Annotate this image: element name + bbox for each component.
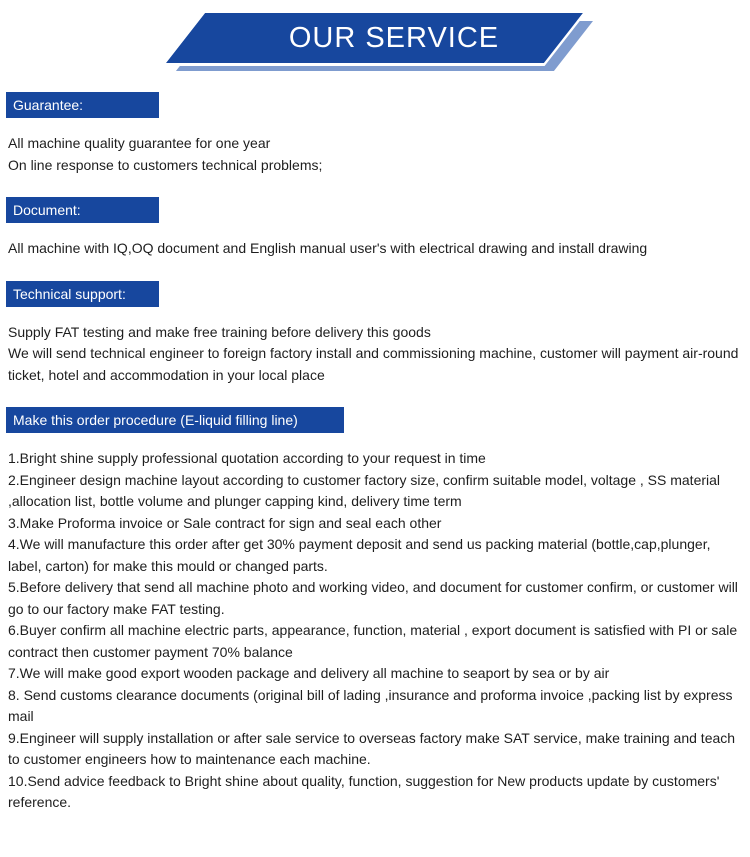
section-body-document <box>8 238 742 260</box>
order-procedure-steps <box>8 448 742 814</box>
page-title: OUR SERVICE <box>288 21 500 54</box>
step-item: 4.We will manufacture this order after get 30% payment deposit and send us packing material (bottle,cap,plunger, label, carton) for make this mould or changed parts. <box>8 536 711 574</box>
section-header-guarantee: Guarantee: <box>6 92 159 118</box>
step-item: 5.Before delivery that send all machine photo and working video, and document for customer confirm, or customer will go to our factory make FAT testing. <box>8 579 738 617</box>
step-item: 3.Make Proforma invoice or Sale contract for sign and seal each other <box>8 514 442 531</box>
section-header-document: Document: <box>6 197 159 223</box>
step-item: 2.Engineer design machine layout according to customer factory size, confirm suitable model, voltage , SS material ,allocation list, bottle volume and plunger capping kind, delivery time term <box>8 471 721 509</box>
body-line: On line response to customers technical problems; <box>8 156 323 173</box>
section-header-order-procedure: Make this order procedure (E-liquid filling line) <box>6 407 344 433</box>
step-item: 9.Engineer will supply installation or after sale service to overseas factory make SAT service, make training and teach to customer engineers how to maintenance each machine. <box>8 729 736 767</box>
body-line: All machine with IQ,OQ document and English manual user's with electrical drawing and install drawing <box>8 240 648 256</box>
step-item: 7.We will make good export wooden package and delivery all machine to seaport by sea or by air <box>8 665 610 681</box>
body-line: Supply FAT testing and make free training before delivery this goods <box>8 323 431 340</box>
step-item: 8. Send customs clearance documents (original bill of lading ,insurance and proforma invoice ,packing list by express mail <box>8 686 733 724</box>
step-item: 6.Buyer confirm all machine electric parts, appearance, function, material , export document is satisfied with PI or sale contract then customer payment 70% balance <box>8 622 738 660</box>
body-line: We will send technical engineer to foreign factory install and commissioning machine, customer will payment air-round ticket, hotel and accommodation in your local place <box>8 345 739 383</box>
body-line: All machine quality guarantee for one year <box>8 135 271 151</box>
our-service-banner <box>0 0 750 92</box>
section-body-guarantee <box>8 133 742 176</box>
section-header-technical-support: Technical support: <box>6 281 159 307</box>
section-body-technical-support <box>8 322 742 387</box>
step-item: 1.Bright shine supply professional quotation according to your request in time <box>8 450 486 466</box>
step-item: 10.Send advice feedback to Bright shine about quality, function, suggestion for New products update by customers' reference. <box>8 772 720 810</box>
